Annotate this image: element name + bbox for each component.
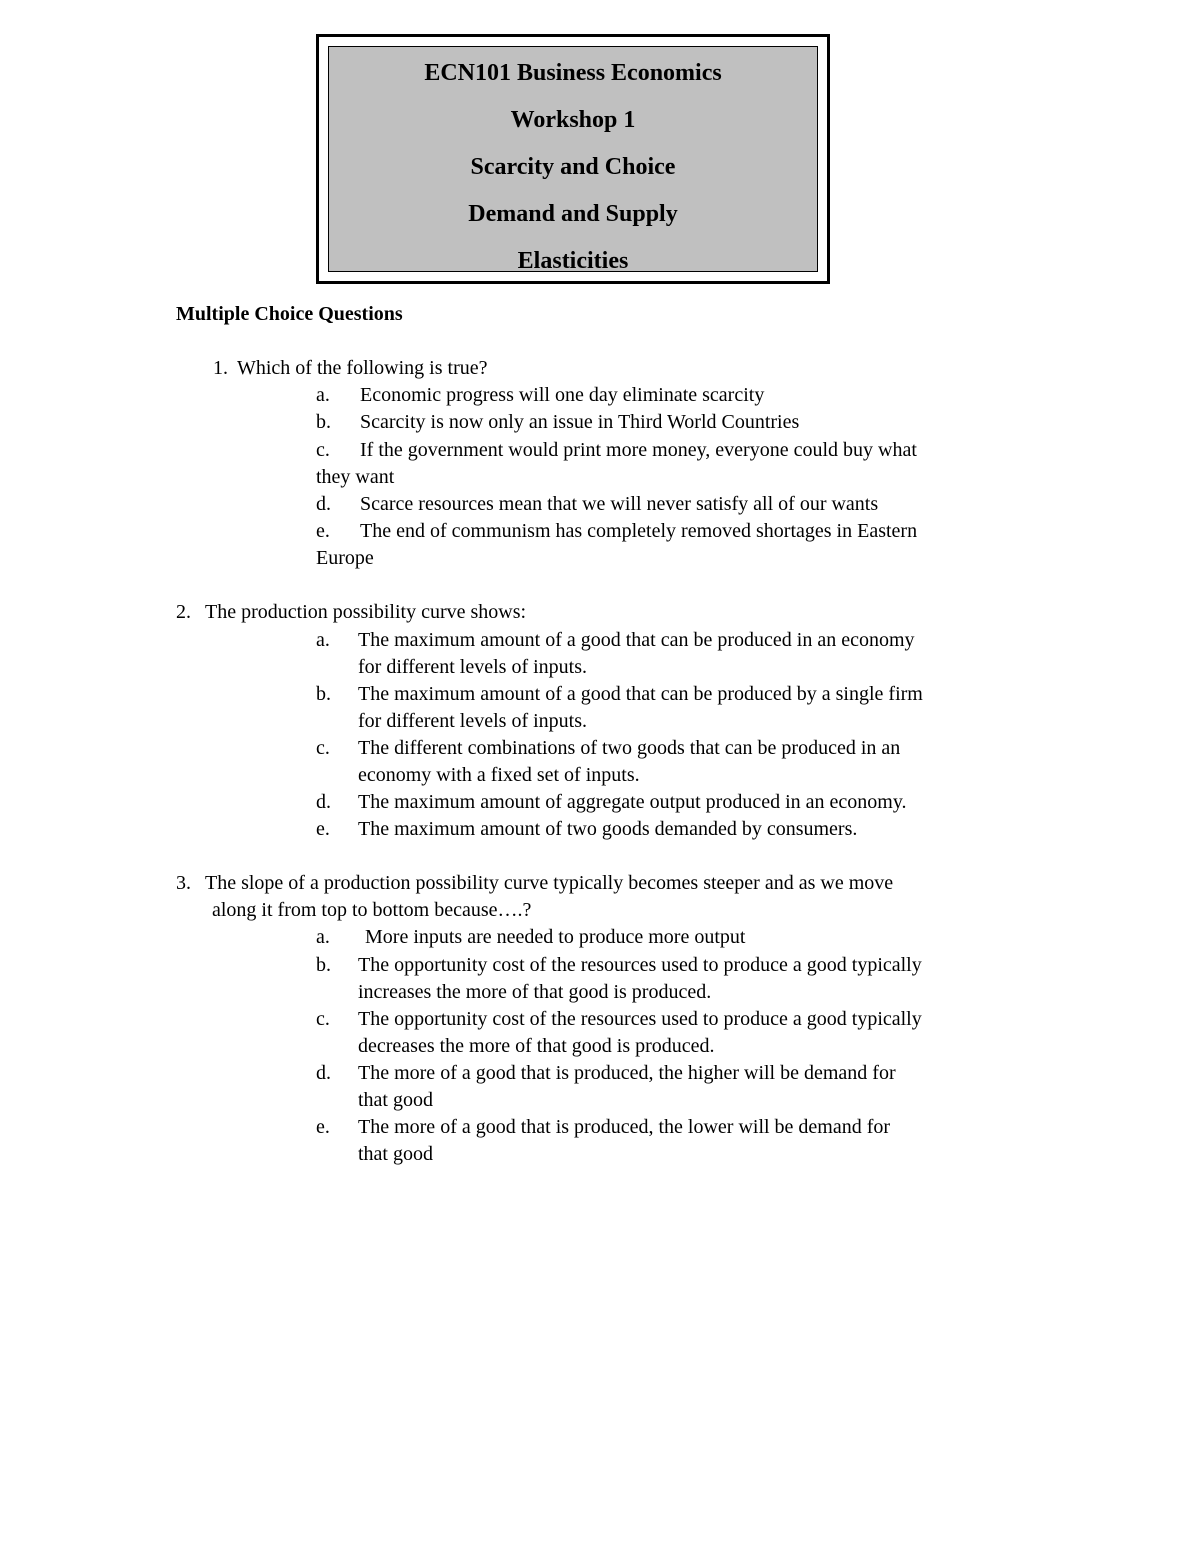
option-text-continued: they want	[316, 466, 395, 488]
option-text: The opportunity cost of the resources used to produce a good typically	[358, 1008, 922, 1030]
topic-scarcity: Scarcity and Choice	[470, 154, 676, 180]
option-text-continued: economy with a fixed set of inputs.	[358, 764, 640, 786]
section-heading: Multiple Choice Questions	[176, 303, 403, 325]
option-text-continued: that good	[358, 1089, 433, 1111]
option-letter: d.	[316, 791, 331, 813]
option-text: If the government would print more money, everyone could buy what	[360, 439, 917, 461]
option-letter: c.	[316, 439, 330, 461]
option-text: The end of communism has completely removed shortages in Eastern	[360, 520, 918, 542]
question-stem: Which of the following is true?	[237, 357, 488, 379]
option-letter: d.	[316, 493, 331, 515]
option-letter: e.	[316, 1116, 330, 1138]
option-text: The maximum amount of a good that can be produced in an economy	[358, 629, 915, 651]
question-stem: The production possibility curve shows:	[205, 601, 527, 623]
workshop-number: Workshop 1	[510, 107, 636, 133]
option-letter: b.	[316, 954, 331, 976]
option-text-continued: for different levels of inputs.	[358, 656, 588, 678]
topic-elasticities: Elasticities	[517, 248, 629, 274]
option-text: The different combinations of two goods that can be produced in an	[358, 737, 901, 759]
option-text: Scarce resources mean that we will never satisfy all of our wants	[360, 493, 879, 515]
title-box	[316, 34, 830, 284]
option-text: Scarcity is now only an issue in Third World Countries	[360, 411, 800, 433]
option-letter: c.	[316, 737, 330, 759]
option-text: The maximum amount of a good that can be produced by a single firm	[358, 683, 923, 705]
option-letter: d.	[316, 1062, 331, 1084]
option-text: The more of a good that is produced, the lower will be demand for	[358, 1116, 891, 1138]
option-text: The more of a good that is produced, the higher will be demand for	[358, 1062, 896, 1084]
option-text: More inputs are needed to produce more output	[365, 926, 746, 948]
option-letter: e.	[316, 818, 330, 840]
option-text-continued: Europe	[316, 547, 374, 569]
option-text-continued: increases the more of that good is produced.	[358, 981, 712, 1003]
question-number: 1.	[213, 357, 228, 379]
option-text-continued: for different levels of inputs.	[358, 710, 588, 732]
option-text-continued: decreases the more of that good is produced.	[358, 1035, 715, 1057]
question-number: 2.	[176, 601, 191, 623]
course-title: ECN101 Business Economics	[424, 60, 722, 86]
topic-demand-supply: Demand and Supply	[468, 201, 678, 227]
option-letter: c.	[316, 1008, 330, 1030]
option-text: The opportunity cost of the resources used to produce a good typically	[358, 954, 922, 976]
option-letter: b.	[316, 411, 331, 433]
option-letter: b.	[316, 683, 331, 705]
option-text: The maximum amount of aggregate output produced in an economy.	[358, 791, 907, 813]
option-letter: a.	[316, 629, 330, 651]
option-letter: e.	[316, 520, 330, 542]
option-text: The maximum amount of two goods demanded by consumers.	[358, 818, 858, 840]
option-text: Economic progress will one day eliminate scarcity	[360, 384, 765, 406]
question-stem: The slope of a production possibility curve typically becomes steeper and as we move	[205, 872, 894, 894]
option-letter: a.	[316, 384, 330, 406]
question-number: 3.	[176, 872, 191, 894]
option-text-continued: that good	[358, 1143, 433, 1165]
title-box-shaded-panel	[328, 46, 818, 272]
question-stem-continued: along it from top to bottom because….?	[212, 899, 532, 921]
option-letter: a.	[316, 926, 330, 948]
